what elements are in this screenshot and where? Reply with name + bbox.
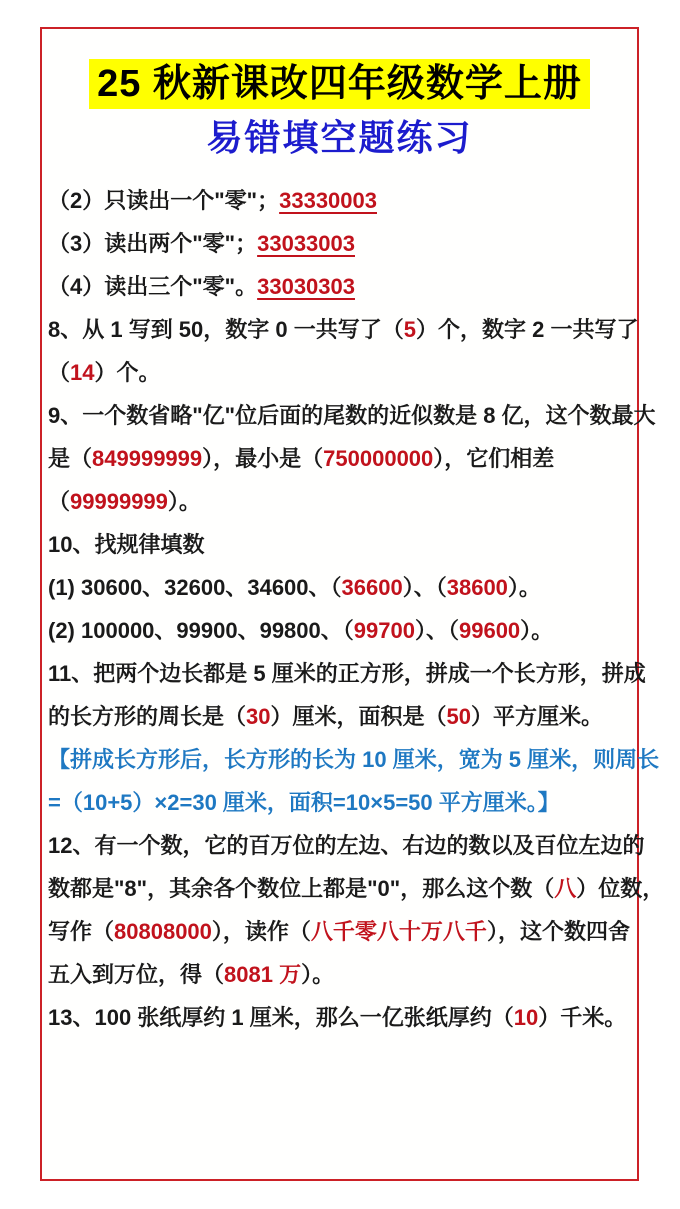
text-line [48,523,633,566]
text-line [48,652,646,695]
text-segment-black: （4）读出三个"零"。 [48,274,258,299]
text-segment-black: 的长方形的周长是（ [48,704,247,729]
text-segment-red: 80808000 [114,919,212,944]
text-segment-red: 8081 万 [224,962,302,987]
text-segment-black: (2) 100000、99900、99800、（ [48,618,354,643]
page-title: 25 秋新课改四年级数学上册 [89,59,590,109]
page-subtitle: 易错填空题练习 [206,117,473,158]
text-segment-red: 36600 [341,575,403,600]
text-line [48,308,639,351]
text-line [48,781,633,824]
text-segment-red: 849999999 [92,446,203,471]
text-segment-black: ），读作（ [211,919,311,944]
text-segment-black: ），它们相差 [433,446,555,471]
text-line [48,394,656,437]
text-segment-blue: 【拼成长方形后，长方形的长为 10 厘米，宽为 5 厘米，则周长 [48,747,660,772]
text-segment-black: ）。 [507,575,541,600]
text-segment-black: 12、有一个数，它的百万位的左边、右边的数以及百位左边的 [48,833,645,858]
text-line [48,437,633,480]
text-segment-black: ）、（ [414,618,459,643]
text-line [48,867,665,910]
worksheet-body [42,179,665,1039]
text-segment-red-underline: 33033003 [257,231,355,256]
page-border-frame [40,27,665,1181]
text-segment-red: 99999999 [70,489,168,514]
text-line [48,566,633,609]
text-segment-black: ）平方厘米。 [471,704,604,729]
text-segment-black: 数都是"8"，其余各个数位上都是"0"，那么这个数（ [48,876,555,901]
text-segment-black: （2）只读出一个"零"； [48,188,280,213]
text-line [48,996,633,1039]
text-line [48,695,633,738]
text-segment-black: 10、找规律填数 [48,532,205,557]
text-segment-red: 99600 [458,618,521,643]
text-line [48,738,660,781]
text-segment-black: 五入到万位，得（ [48,962,225,987]
text-segment-black: ）千米。 [538,1005,627,1030]
text-segment-red: 50 [446,704,471,729]
text-segment-red: 30 [246,704,271,729]
text-segment-black: ）。 [301,962,335,987]
text-line [48,910,633,953]
text-segment-black: 13、100 张纸厚约 1 厘米，那么一亿张纸厚约（ [48,1005,514,1030]
text-line [48,179,633,222]
text-segment-black: ）位数， [576,876,665,901]
text-segment-black: (1) 30600、32600、34600、（ [48,575,342,600]
text-segment-red: 750000000 [323,446,434,471]
text-segment-black: （ [48,489,71,514]
text-segment-red: 38600 [446,575,508,600]
text-segment-red: 10 [513,1005,539,1030]
text-segment-black: ），最小是（ [202,446,324,471]
text-segment-black: ）厘米，面积是（ [270,704,447,729]
text-segment-black: ）、（ [402,575,447,600]
text-segment-black: （3）读出两个"零"； [48,231,258,256]
text-segment-black: 8、从 1 写到 50，数字 0 一共写了（ [48,317,404,342]
text-line [48,609,633,652]
text-segment-red: 八 [554,876,577,901]
text-line [48,480,633,523]
text-segment-red: 99700 [353,618,415,643]
title-row [42,59,637,109]
text-segment-black: ），这个数四舍 [486,919,630,944]
text-segment-black: ）个。 [94,360,161,385]
text-line [48,351,633,394]
text-segment-black: 写作（ [48,919,115,944]
text-line [48,953,633,996]
text-segment-blue: =（10+5）×2=30 厘米，面积=10×5=50 平方厘米。】 [48,790,560,815]
text-segment-black: 是（ [48,446,93,471]
text-segment-red: 14 [70,360,95,385]
text-segment-red: 5 [403,317,416,342]
text-line [48,222,633,265]
text-segment-black: 9、一个数省略"亿"位后面的尾数的近似数是 8 亿，这个数最大 [48,403,656,428]
text-segment-red-underline: 33030303 [257,274,355,299]
text-segment-black: 11、把两个边长都是 5 厘米的正方形，拼成一个长方形，拼成 [48,661,646,686]
text-segment-black: （ [48,360,71,385]
text-segment-red-underline: 33330003 [279,188,377,213]
text-line [48,824,645,867]
text-segment-black: ）。 [520,618,554,643]
text-line [48,265,633,308]
text-segment-black: ）。 [167,489,201,514]
text-segment-black: ）个，数字 2 一共写了 [416,317,639,342]
text-segment-red: 八千零八十万八千 [310,919,487,944]
